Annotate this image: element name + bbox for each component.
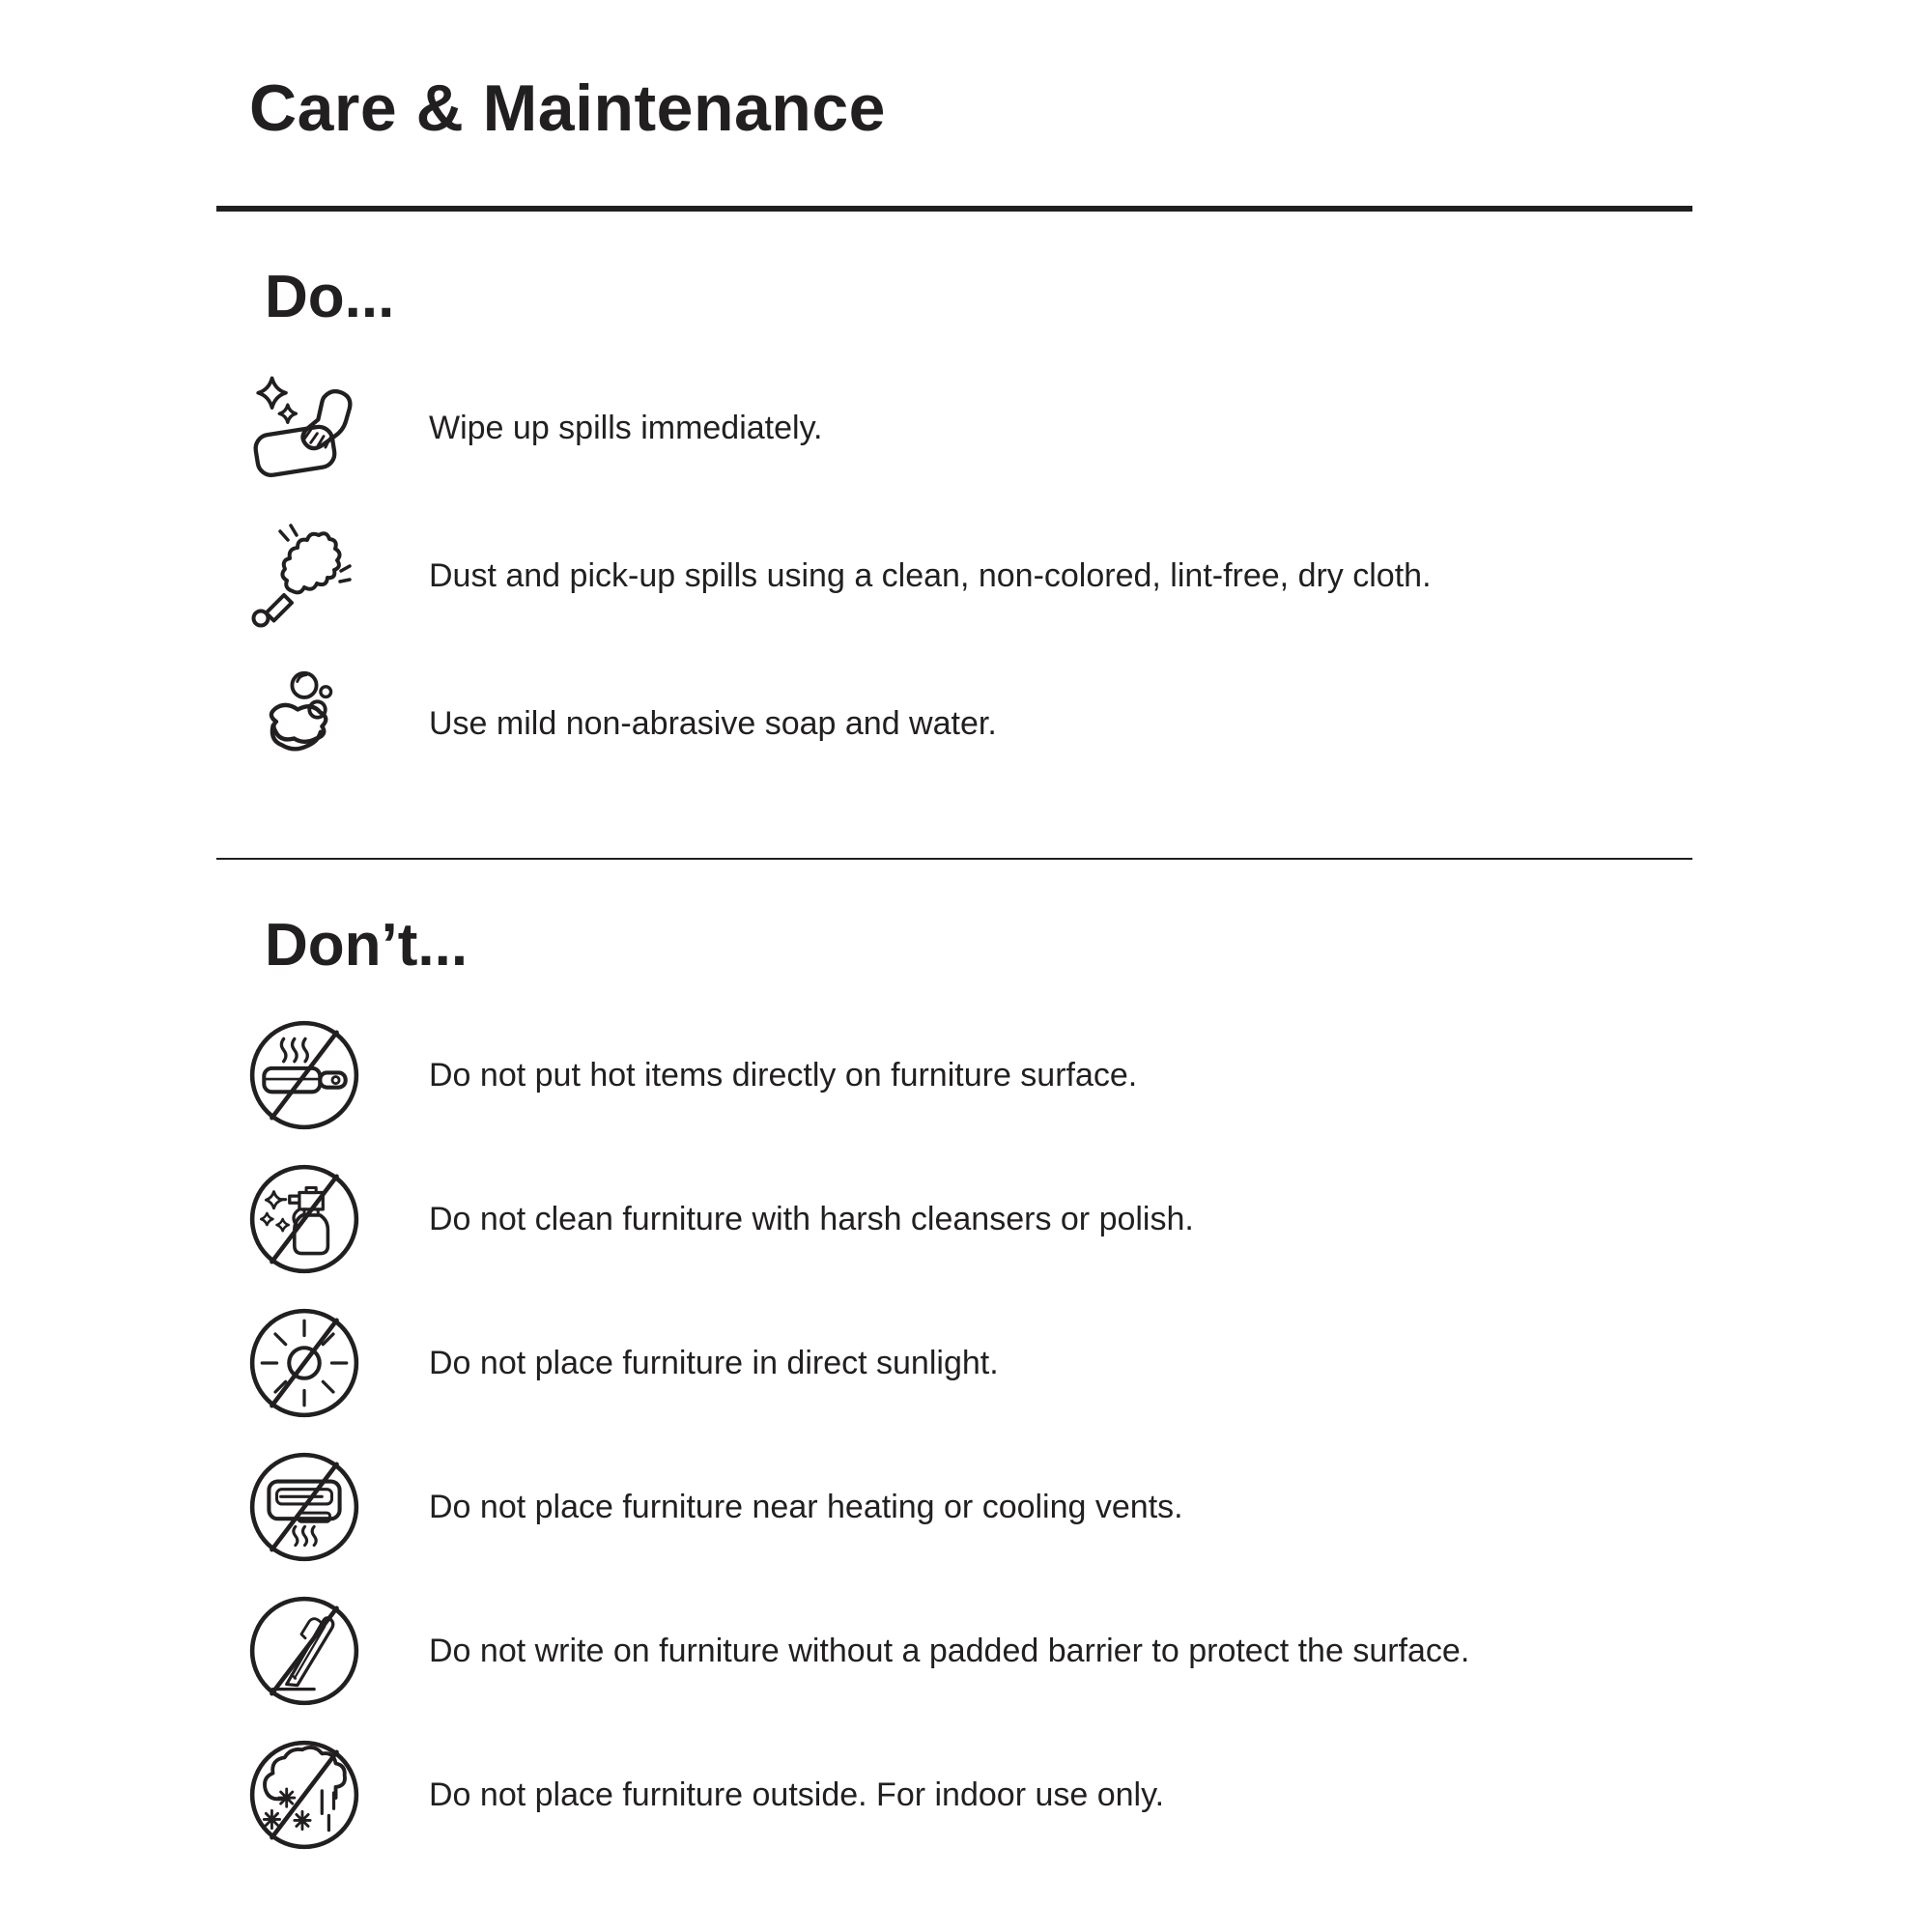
care-item-text: Wipe up spills immediately. xyxy=(429,409,823,446)
care-maintenance-sheet xyxy=(216,0,1692,1867)
care-item-text: Do not place furniture outside. For indoor use only. xyxy=(429,1776,1165,1813)
no-hot-items-icon xyxy=(245,1016,363,1134)
no-heating-vents-icon xyxy=(245,1448,363,1566)
list-item-no-cleansers xyxy=(216,1148,1692,1292)
section-heading-do: Do... xyxy=(265,264,395,331)
title-divider xyxy=(216,206,1692,212)
item-icon-cell xyxy=(243,1016,365,1134)
item-icon-cell xyxy=(243,370,365,486)
list-item-no-outdoor xyxy=(216,1723,1692,1867)
item-icon-cell xyxy=(243,1736,365,1854)
do-list xyxy=(216,355,1692,798)
page-title: Care & Maintenance xyxy=(249,71,886,145)
list-item-no-sunlight xyxy=(216,1292,1692,1435)
feather-duster-icon xyxy=(246,517,362,635)
item-icon-cell xyxy=(243,1304,365,1422)
list-item-no-hot-items xyxy=(216,1004,1692,1148)
list-item-no-writing xyxy=(216,1579,1692,1723)
care-item-text: Do not place furniture in direct sunlight. xyxy=(429,1344,999,1381)
item-icon-cell xyxy=(243,1160,365,1278)
list-item-soap xyxy=(216,650,1692,798)
item-icon-cell xyxy=(243,1448,365,1566)
no-outdoor-use-icon xyxy=(245,1736,363,1854)
list-item-wipe-spills xyxy=(216,355,1692,502)
no-direct-sunlight-icon xyxy=(245,1304,363,1422)
care-item-text: Dust and pick-up spills using a clean, non-colored, lint-free, dry cloth. xyxy=(429,556,1432,594)
list-item-no-vents xyxy=(216,1435,1692,1579)
care-item-text: Use mild non-abrasive soap and water. xyxy=(429,704,997,742)
item-icon-cell xyxy=(243,517,365,635)
list-item-dust xyxy=(216,502,1692,650)
section-divider xyxy=(216,858,1692,860)
care-item-text: Do not clean furniture with harsh cleansers or polish. xyxy=(429,1200,1194,1237)
section-heading-dont: Don’t... xyxy=(265,911,469,979)
no-harsh-cleansers-icon xyxy=(245,1160,363,1278)
item-icon-cell xyxy=(243,1592,365,1710)
no-writing-icon xyxy=(245,1592,363,1710)
sparkle-wipe-icon xyxy=(243,370,365,486)
dont-list xyxy=(216,1004,1692,1867)
soap-bubbles-icon xyxy=(248,666,360,781)
item-icon-cell xyxy=(243,666,365,781)
care-item-text: Do not put hot items directly on furniture surface. xyxy=(429,1056,1138,1094)
care-item-text: Do not place furniture near heating or cooling vents. xyxy=(429,1488,1183,1525)
care-item-text: Do not write on furniture without a padded barrier to protect the surface. xyxy=(429,1632,1470,1669)
